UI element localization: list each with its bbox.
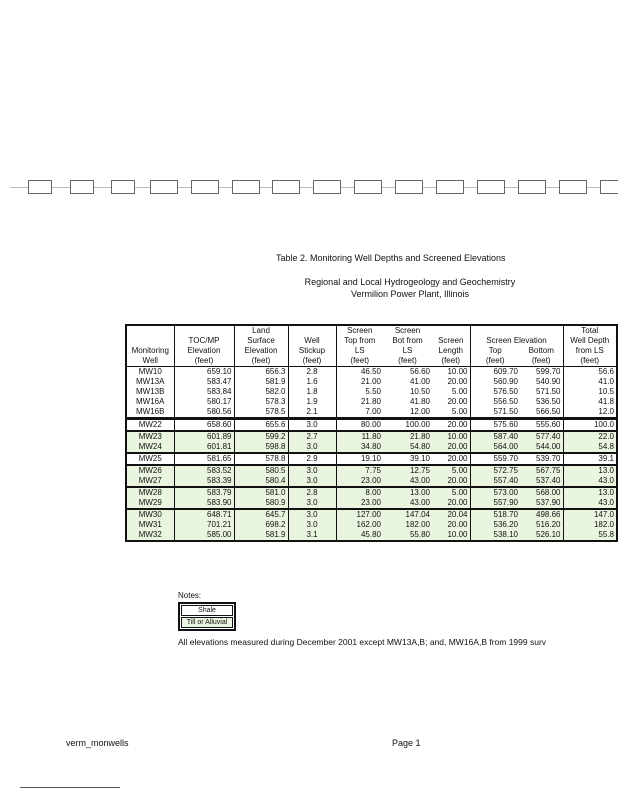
table-cell: 3.0: [288, 465, 336, 476]
header-cell: [288, 325, 336, 336]
table-cell: 5.00: [432, 387, 470, 397]
table-cell: 41.00: [383, 377, 432, 387]
table-cell: 10.50: [383, 387, 432, 397]
header-cell: Elevation: [174, 346, 234, 356]
subtitle-1: Regional and Local Hydrogeology and Geochemistry: [304, 277, 516, 287]
table-cell: 538.10: [470, 530, 520, 541]
table-cell: 13.0: [563, 465, 617, 476]
table-cell: 659.10: [174, 367, 234, 378]
table-cell: 54.8: [563, 442, 617, 453]
table-cell: 5.00: [432, 465, 470, 476]
table-cell: 599.2: [234, 431, 288, 442]
notes-label: Notes:: [178, 591, 202, 600]
table-cell: 536.50: [520, 397, 563, 407]
table-row: [126, 419, 617, 432]
table-cell: 580.4: [234, 476, 288, 487]
table-cell: MW30: [126, 509, 174, 520]
table-cell: 572.75: [470, 465, 520, 476]
legend-shale: Shale: [181, 605, 233, 616]
table-cell: 13.00: [383, 487, 432, 498]
header-cell: [126, 336, 174, 346]
table-cell: 557.40: [470, 476, 520, 487]
table-cell: MW26: [126, 465, 174, 476]
table-row: [126, 442, 617, 453]
table-cell: 601.89: [174, 431, 234, 442]
table-cell: 539.70: [520, 453, 563, 465]
table-cell: 182.0: [563, 520, 617, 530]
table-cell: 568.00: [520, 487, 563, 498]
table-row: [126, 476, 617, 487]
header-cell: Land: [234, 325, 288, 336]
table-cell: 41.0: [563, 377, 617, 387]
table-header: [126, 325, 617, 367]
table-cell: 581.9: [234, 377, 288, 387]
header-cell: (feet): [563, 356, 617, 367]
table-cell: 498.66: [520, 509, 563, 520]
table-cell: 147.0: [563, 509, 617, 520]
table-cell: 3.0: [288, 520, 336, 530]
header-cell: [174, 325, 234, 336]
table-cell: 656.3: [234, 367, 288, 378]
header-cell: (feet): [470, 356, 520, 367]
table-cell: MW16B: [126, 407, 174, 419]
table-row: [126, 509, 617, 520]
table-cell: 100.00: [383, 419, 432, 432]
table-cell: 573.00: [470, 487, 520, 498]
table-cell: 540.90: [520, 377, 563, 387]
table-cell: 601.81: [174, 442, 234, 453]
header-row: [126, 325, 617, 336]
header-cell: [470, 325, 520, 336]
table-cell: 20.00: [432, 377, 470, 387]
table-cell: 577.40: [520, 431, 563, 442]
table-cell: 575.60: [470, 419, 520, 432]
table-cell: MW29: [126, 498, 174, 509]
table-cell: 3.0: [288, 498, 336, 509]
table-cell: 7.00: [336, 407, 383, 419]
table-cell: 3.0: [288, 442, 336, 453]
table-row: [126, 431, 617, 442]
table-cell: 599.70: [520, 367, 563, 378]
table-cell: 559.70: [470, 453, 520, 465]
table-cell: 583.90: [174, 498, 234, 509]
table-cell: 20.00: [432, 442, 470, 453]
table-cell: 556.50: [470, 397, 520, 407]
header-cell: LS: [354, 346, 365, 355]
header-cell: Length: [432, 346, 470, 356]
header-cell: Well: [126, 356, 174, 367]
table-cell: 1.8: [288, 387, 336, 397]
table-cell: 20.00: [432, 453, 470, 465]
table-cell: 580.56: [174, 407, 234, 419]
table-cell: 11.80: [336, 431, 383, 442]
table-cell: 12.00: [383, 407, 432, 419]
table-cell: 648.71: [174, 509, 234, 520]
header-cell: (feet): [432, 356, 470, 367]
table-cell: 544.00: [520, 442, 563, 453]
header-cell: Monitoring: [126, 346, 174, 356]
header-cell: Well: [288, 336, 336, 346]
table-cell: MW27: [126, 476, 174, 487]
table-cell: 21.80: [383, 431, 432, 442]
table-cell: 567.75: [520, 465, 563, 476]
table-cell: 581.0: [234, 487, 288, 498]
table-cell: 19.10: [336, 453, 383, 465]
table-cell: 580.9: [234, 498, 288, 509]
header-cell: Stickup: [288, 346, 336, 356]
table-cell: 39.1: [563, 453, 617, 465]
table-cell: 41.8: [563, 397, 617, 407]
table-row: [126, 407, 617, 419]
table-cell: 555.60: [520, 419, 563, 432]
header-cell: TOC/MP: [174, 336, 234, 346]
table-cell: 20.00: [432, 498, 470, 509]
table-cell: 34.80: [336, 442, 383, 453]
table-cell: MW13A: [126, 377, 174, 387]
header-cell: (feet): [288, 356, 336, 367]
table-cell: 526.10: [520, 530, 563, 541]
table-cell: 2.8: [288, 367, 336, 378]
table-cell: 56.60: [383, 367, 432, 378]
table-cell: 12.75: [383, 465, 432, 476]
table-cell: 557.90: [470, 498, 520, 509]
header-row: [126, 356, 617, 367]
table-row: [126, 377, 617, 387]
table-cell: 583.47: [174, 377, 234, 387]
table-row: [126, 387, 617, 397]
table-cell: MW23: [126, 431, 174, 442]
table-title: Table 2. Monitoring Well Depths and Screened Elevations: [276, 253, 506, 263]
table-cell: 54.80: [383, 442, 432, 453]
table-cell: 12.0: [563, 407, 617, 419]
table-cell: 2.1: [288, 407, 336, 419]
table-cell: 583.84: [174, 387, 234, 397]
table-cell: 560.90: [470, 377, 520, 387]
header-cell: Top from: [344, 336, 376, 345]
table-cell: 518.70: [470, 509, 520, 520]
table-cell: 21.00: [336, 377, 383, 387]
table-row: [126, 498, 617, 509]
legend: [178, 602, 236, 631]
table-cell: 3.1: [288, 530, 336, 541]
table-cell: 20.00: [432, 397, 470, 407]
table-cell: 20.04: [432, 509, 470, 520]
header-cell: Screen: [347, 326, 373, 335]
table-cell: 43.00: [383, 498, 432, 509]
table-cell: 162.00: [336, 520, 383, 530]
table-cell: 10.00: [432, 431, 470, 442]
table-cell: 536.20: [470, 520, 520, 530]
table-cell: 2.8: [288, 487, 336, 498]
table-cell: 147.04: [383, 509, 432, 520]
table-cell: 516.20: [520, 520, 563, 530]
table-cell: 20.00: [432, 419, 470, 432]
header-cell: Surface: [234, 336, 288, 346]
table-cell: 658.60: [174, 419, 234, 432]
header-cell: LS: [402, 346, 413, 355]
table-cell: 583.39: [174, 476, 234, 487]
table-cell: 43.0: [563, 498, 617, 509]
table-cell: MW32: [126, 530, 174, 541]
table-cell: 7.75: [336, 465, 383, 476]
table-cell: 581.9: [234, 530, 288, 541]
header-cell: (feet): [234, 356, 288, 367]
header-cell: [126, 325, 174, 336]
table-cell: MW25: [126, 453, 174, 465]
header-cell: Screen: [432, 336, 470, 346]
header-row: [126, 336, 617, 346]
table-row: [126, 487, 617, 498]
header-cell: (feet): [336, 356, 383, 367]
table-row: [126, 397, 617, 407]
table-row: [126, 367, 617, 378]
table-cell: 10.00: [432, 367, 470, 378]
table-cell: 582.0: [234, 387, 288, 397]
table-cell: 598.8: [234, 442, 288, 453]
table-cell: MW22: [126, 419, 174, 432]
header-cell: Top: [488, 346, 502, 355]
header-cell: (feet): [383, 356, 432, 367]
table-cell: MW13B: [126, 387, 174, 397]
subtitle-2: Vermilion Power Plant, Illinois: [350, 289, 470, 299]
header-cell: Well Depth: [570, 336, 610, 345]
table-cell: 698.2: [234, 520, 288, 530]
table-cell: 583.79: [174, 487, 234, 498]
table-cell: 127.00: [336, 509, 383, 520]
table-cell: 2.7: [288, 431, 336, 442]
table-cell: 701.21: [174, 520, 234, 530]
table-row: [126, 465, 617, 476]
table-cell: 576.50: [470, 387, 520, 397]
table-cell: 45.80: [336, 530, 383, 541]
table-cell: 10.00: [432, 530, 470, 541]
table-cell: 537.90: [520, 498, 563, 509]
table-cell: 41.80: [383, 397, 432, 407]
header-cell: [432, 325, 470, 336]
header-cell: (feet): [520, 356, 563, 367]
table-cell: 39.10: [383, 453, 432, 465]
header-cell: Screen: [394, 326, 421, 335]
table-cell: 609.70: [470, 367, 520, 378]
table-cell: 3.0: [288, 476, 336, 487]
table-cell: 655.6: [234, 419, 288, 432]
table-cell: 55.8: [563, 530, 617, 541]
table-cell: 5.00: [432, 487, 470, 498]
table-cell: 21.80: [336, 397, 383, 407]
table-cell: 3.0: [288, 509, 336, 520]
table-cell: 80.00: [336, 419, 383, 432]
footnote: All elevations measured during December 2001 except MW13A,B; and, MW16A,B from 1999 surv: [178, 637, 547, 647]
legend-till: Till or Alluvial: [181, 617, 233, 628]
wells-table: [125, 324, 618, 542]
table-row: [126, 530, 617, 541]
header-cell: Elevation: [234, 346, 288, 356]
footer-rule: [20, 787, 120, 788]
header-cell: Total: [581, 326, 599, 335]
table-row: [126, 520, 617, 530]
table-cell: 22.0: [563, 431, 617, 442]
table-cell: 182.00: [383, 520, 432, 530]
table-cell: 571.50: [520, 387, 563, 397]
table-cell: 43.00: [383, 476, 432, 487]
table-body: [126, 367, 617, 542]
table-cell: MW28: [126, 487, 174, 498]
table-cell: MW16A: [126, 397, 174, 407]
table-cell: MW10: [126, 367, 174, 378]
table-cell: 580.5: [234, 465, 288, 476]
table-cell: 578.5: [234, 407, 288, 419]
binder-holes: [0, 178, 618, 204]
table-cell: 587.40: [470, 431, 520, 442]
table-cell: 571.50: [470, 407, 520, 419]
table-cell: 583.52: [174, 465, 234, 476]
table-cell: 46.50: [336, 367, 383, 378]
table-cell: 537.40: [520, 476, 563, 487]
table-cell: 13.0: [563, 487, 617, 498]
header-cell: from LS: [575, 346, 604, 355]
table-cell: 1.9: [288, 397, 336, 407]
table-cell: 23.00: [336, 498, 383, 509]
table-cell: 5.00: [432, 407, 470, 419]
header-row: [126, 346, 617, 356]
footer-page: Page 1: [392, 738, 421, 748]
table-cell: 5.50: [336, 387, 383, 397]
table-cell: 2.9: [288, 453, 336, 465]
header-cell: Screen Elevation: [470, 336, 563, 346]
table-cell: 585.00: [174, 530, 234, 541]
table-cell: 8.00: [336, 487, 383, 498]
table-cell: 20.00: [432, 476, 470, 487]
table-cell: 581.65: [174, 453, 234, 465]
table-cell: 578.8: [234, 453, 288, 465]
table-cell: 3.0: [288, 419, 336, 432]
table-cell: 580.17: [174, 397, 234, 407]
table-cell: 56.6: [563, 367, 617, 378]
header-cell: [520, 325, 563, 336]
table-cell: MW24: [126, 442, 174, 453]
table-cell: 564.00: [470, 442, 520, 453]
table-cell: 566.50: [520, 407, 563, 419]
table-row: [126, 453, 617, 465]
table-cell: 578.3: [234, 397, 288, 407]
table-cell: 23.00: [336, 476, 383, 487]
header-cell: (feet): [174, 356, 234, 367]
footer-filename: verm_monwells: [66, 738, 129, 748]
header-cell: Bottom: [520, 346, 563, 356]
table-cell: 100.0: [563, 419, 617, 432]
table-cell: 10.5: [563, 387, 617, 397]
table-cell: 1.6: [288, 377, 336, 387]
table-cell: MW31: [126, 520, 174, 530]
table-cell: 43.0: [563, 476, 617, 487]
table-cell: 645.7: [234, 509, 288, 520]
table-cell: 55.80: [383, 530, 432, 541]
header-cell: Bot from: [392, 336, 423, 345]
table-cell: 20.00: [432, 520, 470, 530]
